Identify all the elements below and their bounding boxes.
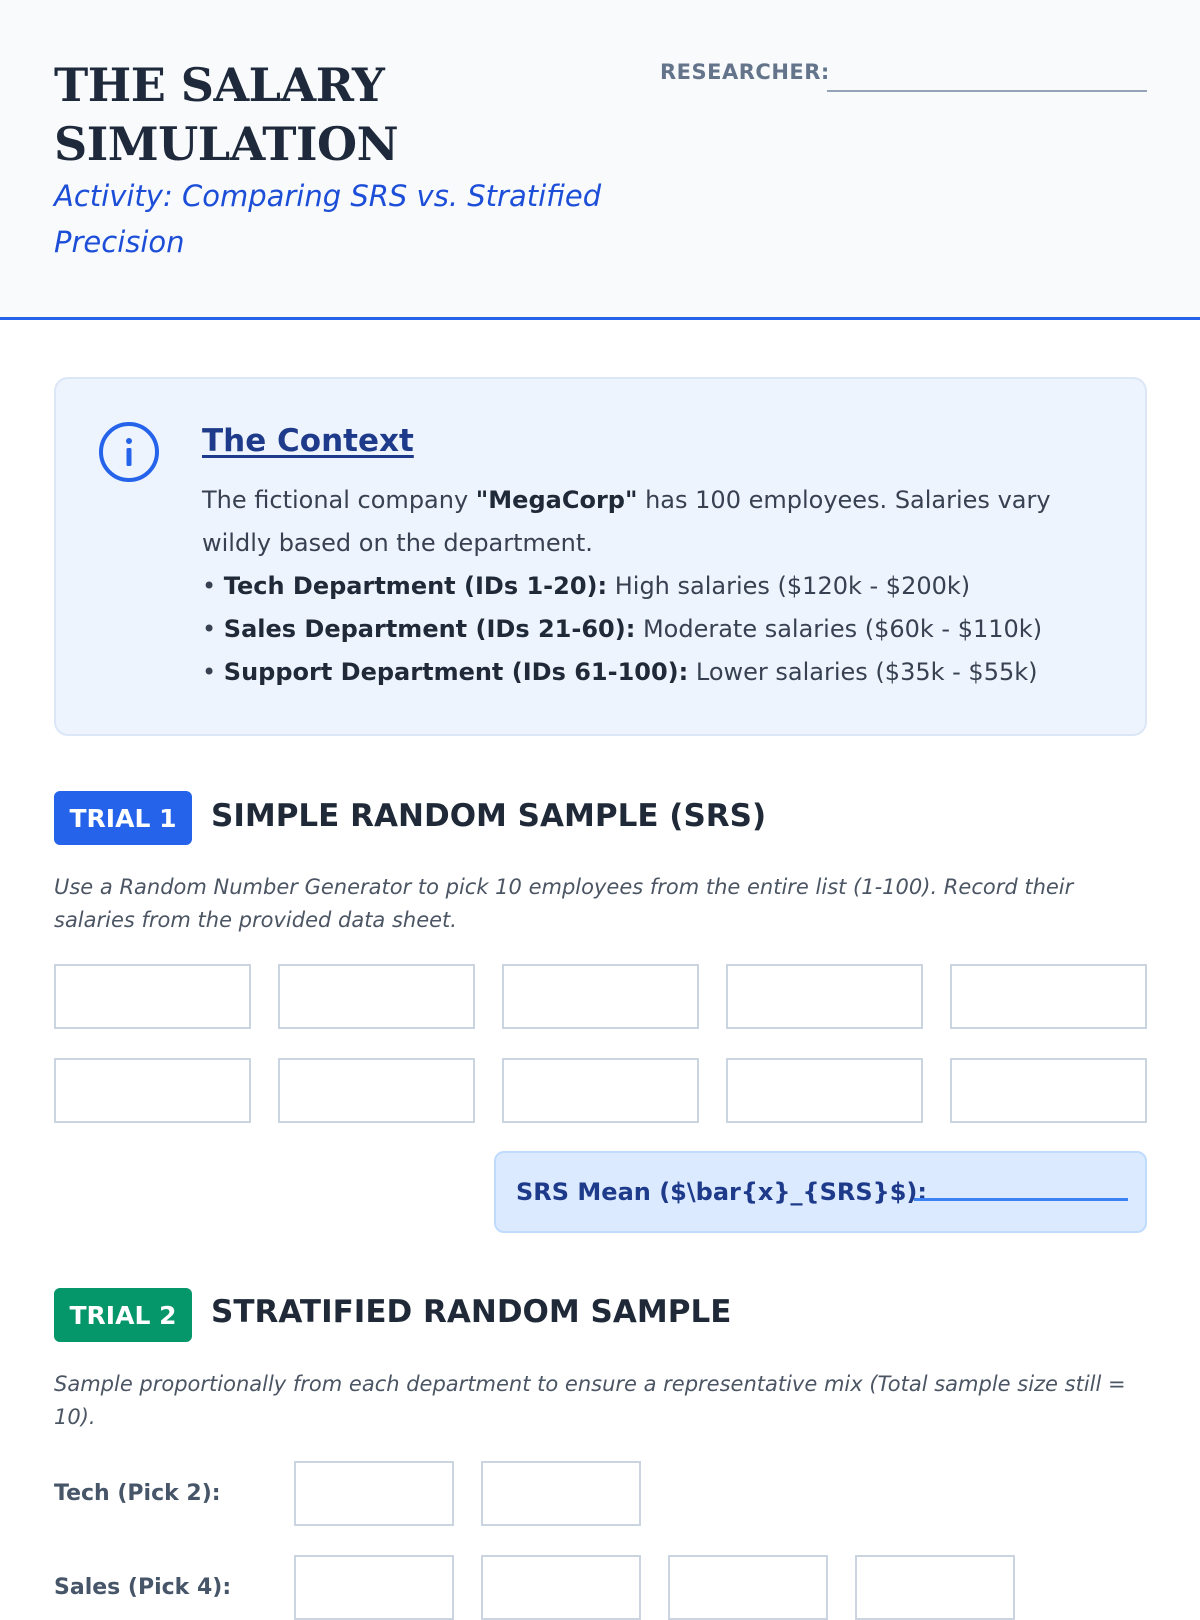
department-desc: Lower salaries ($35k - $55k): [695, 658, 1038, 686]
srs-mean-field[interactable]: [914, 1198, 1128, 1201]
srs-mean-box: [494, 1151, 1147, 1233]
tech-salary-input[interactable]: [481, 1461, 641, 1526]
trial2-badge: TRIAL 2: [54, 1288, 192, 1342]
trial2-title: STRATIFIED RANDOM SAMPLE: [211, 1294, 732, 1330]
department-item-tech: • Tech Department (IDs 1-20): High salaries ($120k - $200k): [202, 572, 971, 600]
srs-salary-input[interactable]: [726, 1058, 923, 1123]
trial1-title: SIMPLE RANDOM SAMPLE (SRS): [211, 798, 767, 834]
sales-salary-input[interactable]: [855, 1555, 1015, 1620]
trial1-badge: TRIAL 1: [54, 791, 192, 845]
page-header: [0, 0, 1200, 320]
context-intro-suffix: has 100 employees. Salaries vary wildly based on the department.: [202, 486, 1051, 557]
srs-mean-label: SRS Mean ($\bar{x}_{SRS}$):: [516, 1178, 927, 1206]
srs-salary-input[interactable]: [950, 964, 1147, 1029]
department-item-sales: • Sales Department (IDs 21-60): Moderate salaries ($60k - $110k): [202, 615, 1043, 643]
context-intro: [202, 479, 1102, 565]
srs-salary-input[interactable]: [54, 1058, 251, 1123]
srs-salary-input[interactable]: [726, 964, 923, 1029]
page-subtitle: Activity: Comparing SRS vs. Stratified Precision: [54, 179, 602, 259]
sales-salary-input[interactable]: [294, 1555, 454, 1620]
context-body: [202, 479, 1102, 694]
department-name: Tech Department (IDs 1-20):: [223, 572, 608, 600]
sales-salary-input[interactable]: [668, 1555, 828, 1620]
trial2-instructions: Sample proportionally from each department to ensure a representative mix (Total sample size still = 10).: [54, 1372, 1126, 1429]
researcher-label: RESEARCHER:: [660, 60, 830, 84]
department-name: Support Department (IDs 61-100):: [223, 658, 689, 686]
trial1-instructions: Use a Random Number Generator to pick 10 employees from the entire list (1-100). Record their salaries from the provided data sheet.: [54, 875, 1074, 932]
researcher-name-field[interactable]: [827, 90, 1147, 92]
department-item-support: • Support Department (IDs 61-100): Lower salaries ($35k - $55k): [202, 658, 1038, 686]
srs-salary-input[interactable]: [278, 964, 475, 1029]
department-name: Sales Department (IDs 21-60):: [223, 615, 636, 643]
info-icon: [98, 421, 160, 483]
srs-salary-input[interactable]: [502, 964, 699, 1029]
company-name: "MegaCorp": [475, 486, 638, 514]
srs-salary-input[interactable]: [54, 964, 251, 1029]
department-desc: High salaries ($120k - $200k): [614, 572, 971, 600]
srs-salary-input[interactable]: [950, 1058, 1147, 1123]
department-desc: Moderate salaries ($60k - $110k): [642, 615, 1043, 643]
page-title: THE SALARY SIMULATION: [54, 58, 399, 171]
stratum-label-tech: Tech (Pick 2):: [54, 1481, 221, 1506]
tech-salary-input[interactable]: [294, 1461, 454, 1526]
stratum-label-sales: Sales (Pick 4):: [54, 1575, 232, 1600]
context-intro-prefix: The fictional company: [202, 486, 476, 514]
srs-salary-input[interactable]: [502, 1058, 699, 1123]
context-title: The Context: [202, 423, 414, 459]
context-card: [54, 377, 1147, 736]
srs-salary-input[interactable]: [278, 1058, 475, 1123]
sales-salary-input[interactable]: [481, 1555, 641, 1620]
